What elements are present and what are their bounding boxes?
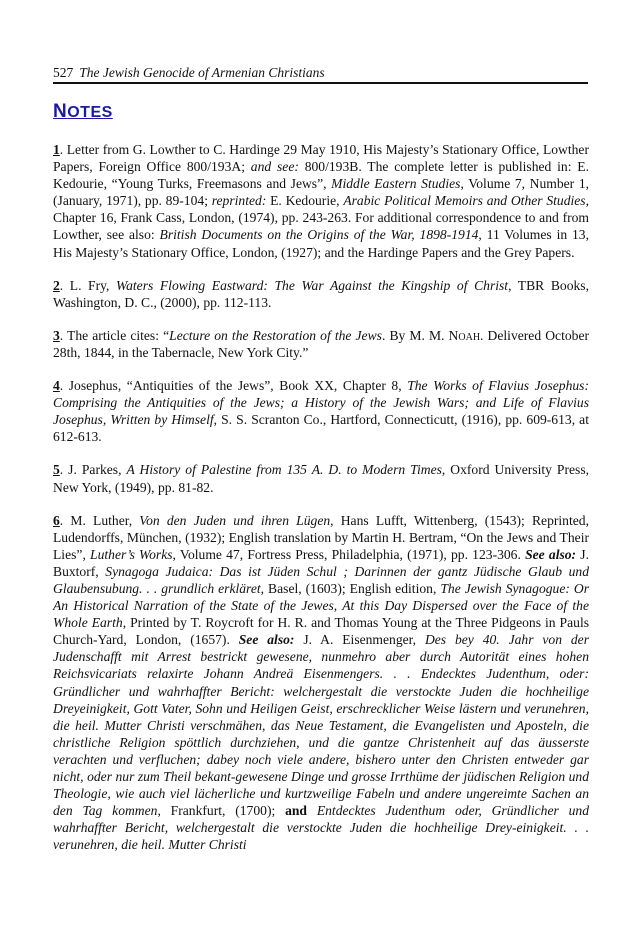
footnote-text: , S. S. Scranton Co., Hartford, Connecticutt, (1916), pp. 609-613, at 612-613. (53, 412, 589, 445)
footnote-3 (53, 327, 589, 361)
footnote-text: A History of Palestine from 135 A. D. to Modern Times (126, 462, 442, 478)
footnote-text: , Hans Lufft, Wittenberg, (1543); Reprinted, Ludendorffs, München, (1932); English translation by Martin H. Bertram, “On the Jews and Their Lies”, (53, 512, 589, 562)
footnote-text: . By M. M. N (381, 327, 459, 343)
footnote-text: oah (458, 327, 481, 343)
footnote-text: , TBR Books, Washington, D. C., (2000), pp. 112-113. (53, 277, 589, 310)
footnote-text: reprinted: (211, 193, 267, 209)
footnote-text: , 11 Volumes in 13, His Majesty’s Stationary Office, London, (1927); and the Hardinge Papers and the Grey Papers. (53, 227, 589, 260)
footnote-number: 5 (53, 462, 60, 478)
footnote-2 (53, 277, 589, 311)
footnote-number: 3 (53, 327, 60, 343)
footnote-4 (53, 377, 589, 445)
footnote-text: , Chapter 16, Frank Cass, London, (1974), pp. 243-263. For additional correspondence to and from Lowther, see also: (53, 193, 590, 243)
footnote-text: . Delivered October 28th, 1844, in the Tabernacle, New York City.” (53, 327, 590, 360)
footnote-text: and see: (250, 159, 299, 175)
footnote-text: J. A. Eisenmenger, (294, 632, 425, 648)
footnote-text: Des bey 40. Jahr von der Judenschafft mit Arrest bestrickt gewesene, nunmehro aber durch Autorität eines hohen Reichsvicariats relaxirte Johann Andreä Eisenmengers. . . Endecktes Judenthum, oder: Gründlicher und wahrhaffter Bericht: welchergestalt die verstockte Juden die hochheilige Dreyeinigkeit, Gott Vater, Sohn und Heiligen Geist, erschrecklicher Weise lästern und verunehren, die heil. Mutter Christi verschmähen, das Neue Testament, die Evangelisten und Aposteln, die christliche Religion spöttlich durchziehen, und die gantze Christenheit auf das äusserste verachten und verfluchen; dabey noch viele andere, bishero unter den Christen entweder gar nicht, oder nur zum Theil bekant-gewesene Dinge und grosse Irrthüme der jüdischen Religion und Theologie, wie auch viel lächerliche und kurtzweilige Fabeln und andere ungereimte Sachen an den Tag kommen (53, 632, 590, 819)
footnote-text: , Volume 47, Fortress Press, Philadelphia, (1971), pp. 123-306. (172, 546, 526, 562)
footnote-number: 6 (53, 512, 60, 528)
book-title: The Jewish Genocide of Armenian Christians (79, 65, 325, 80)
footnote-text: Arabic Political Memoirs and Other Studies (343, 193, 586, 209)
notes-heading (53, 101, 113, 123)
footnote-text: . Letter from G. Lowther to C. Hardinge 29 May 1910, His Majesty’s Stationary Office, Lowther Papers, Foreign Office 800/193A; (53, 142, 589, 175)
footnote-text: , Printed by T. Roycroft for H. R. and Thomas Young at the Three Pidgeons in Pauls Church-Yard, London, (1657). (53, 615, 590, 648)
footnote-text: E. Kedourie, (266, 193, 344, 209)
page-number: 527 (53, 65, 74, 80)
footnote-text: Lecture on the Restoration of the Jews (169, 327, 382, 343)
footnote-text: , Volume 7, Number 1, (January, 1971), pp. 89-104; (53, 176, 590, 209)
footnote-text: Luther’s Works (90, 546, 173, 562)
footnote-6 (53, 512, 589, 854)
notes-heading-rest: OTES (67, 104, 113, 121)
footnote-text: The Jewish Synagogue: Or An Historical Narration of the State of the Jewes, At this Day Dispersed over the Face of the Whole Earth (53, 580, 589, 631)
footnote-text: . J. Parkes, (59, 462, 127, 478)
footnote-text: The Works of Flavius Josephus: Comprising the Antiquities of the Jews; a History of the Jewish Wars; and Life of Flavius Josephus, Written by Himself (53, 378, 589, 428)
footnote-text: Waters Flowing Eastward: The War Against the Kingship of Christ (116, 277, 509, 293)
footnote-text: British Documents on the Origins of the War, 1898-1914 (159, 227, 479, 243)
footnote-text: See also: (525, 546, 577, 562)
footnote-text: . M. Luther, (59, 512, 140, 528)
footnote-text: , Frankfurt, (1700); (157, 803, 286, 819)
footnote-5 (53, 461, 589, 495)
notes-list (53, 141, 589, 869)
footnote-text: , Basel, (1603); English edition, (260, 580, 441, 596)
footnote-text: , Oxford University Press, New York, (1949), pp. 81-82. (53, 462, 590, 495)
footnote-text: Middle Eastern Studies (331, 176, 461, 192)
footnote-text: . Josephus, “Antiquities of the Jews”, Book XX, Chapter 8, (59, 378, 408, 394)
footnote-text: and (285, 803, 307, 819)
footnote-text: . The article cites: “ (59, 327, 170, 343)
footnote-text: See also: (238, 632, 295, 648)
footnote-text: 800/193B. The complete letter is published in: E. Kedourie, “Young Turks, Freemasons and Jews”, (53, 159, 589, 192)
footnote-number: 1 (53, 142, 60, 157)
footnote-1 (53, 141, 589, 261)
running-header (53, 64, 588, 84)
footnote-text: . L. Fry, (59, 277, 117, 293)
footnote-text: Synagoga Judaica: Das ist Jüden Schul ; Darinnen der gantz Jüdische Glaub und Glaubensubung. . . grundlich erkläret (53, 563, 589, 596)
footnote-text (307, 803, 317, 818)
notes-heading-initial: N (53, 101, 68, 122)
footnote-number: 2 (53, 277, 60, 293)
footnote-text: Entdecktes Judenthum oder, Gründlicher und wahrhaffter Bericht, welchergestalt die verstockte Juden die hochheilige Drey-einigkeit. . . verunehren, die heil. Mutter Christi (53, 803, 590, 853)
footnote-text: J. Buxtorf, (53, 546, 589, 579)
footnote-number: 4 (53, 378, 60, 394)
footnote-text: Von den Juden und ihren Lügen (139, 512, 331, 528)
